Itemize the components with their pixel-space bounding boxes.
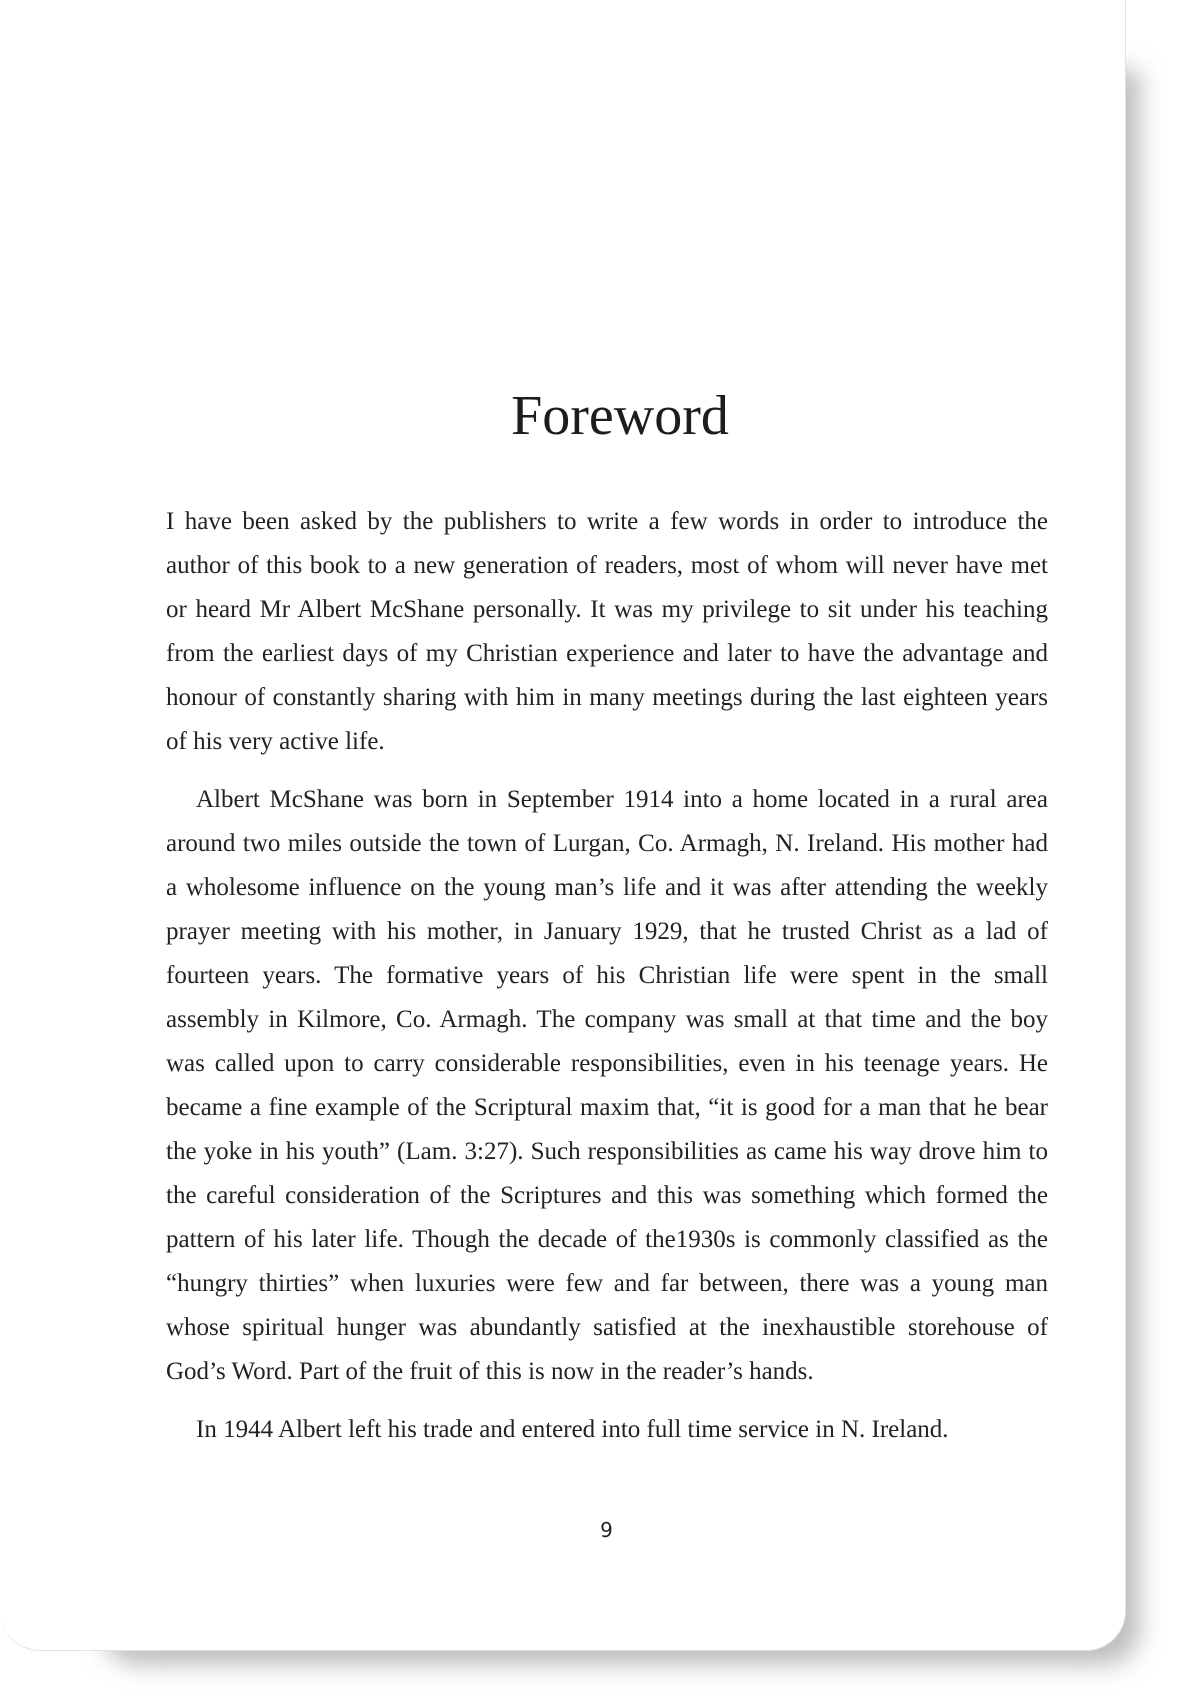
page-title: Foreword <box>511 385 729 447</box>
paragraph-3: In 1944 Albert left his trade and entered into full time service in N. Ireland. <box>196 1416 949 1443</box>
paragraph-2: Albert McShane was born in September 1914 into a home located in a rural area around two miles outside the town of Lurgan, Co. Armagh, N. Ireland. His mother had a wholesome influence on the young man’s life and it was after attending the weekly prayer meeting with his mother, in January 1929, that he trusted Christ as a lad of fourteen years. The formative years of his Christian life were spent in the small assembly in Kilmore, Co. Armagh. The company was small at that time and the boy was called upon to carry considerable responsibilities, even in his teenage years. He became a fine example of the Scriptural maxim that, “it is good for a man that he bear the yoke in his youth” (Lam. 3:27). Such responsibilities as came his way drove him to the careful consideration of the Scriptures and this was something which formed the pattern of his later life. Though the decade of the1930s is commonly classified as the “hungry thirties” when luxuries were few and far between, there was a young man whose spiritual hunger was abundantly satisfied at the inexhaustible storehouse of God’s Word. Part of the fruit of this is now in the reader’s hands. <box>166 786 1048 1385</box>
body-text <box>166 500 1048 1466</box>
page-number: 9 <box>600 1518 613 1542</box>
paragraph-1: I have been asked by the publishers to write a few words in order to introduce the author of this book to a new generation of readers, most of whom will never have met or heard Mr Albert McShane personally. It was my privilege to sit under his teaching from the earliest days of my Christian experience and later to have the advantage and honour of constantly sharing with him in many meetings during the last eighteen years of his very active life. <box>166 508 1048 755</box>
